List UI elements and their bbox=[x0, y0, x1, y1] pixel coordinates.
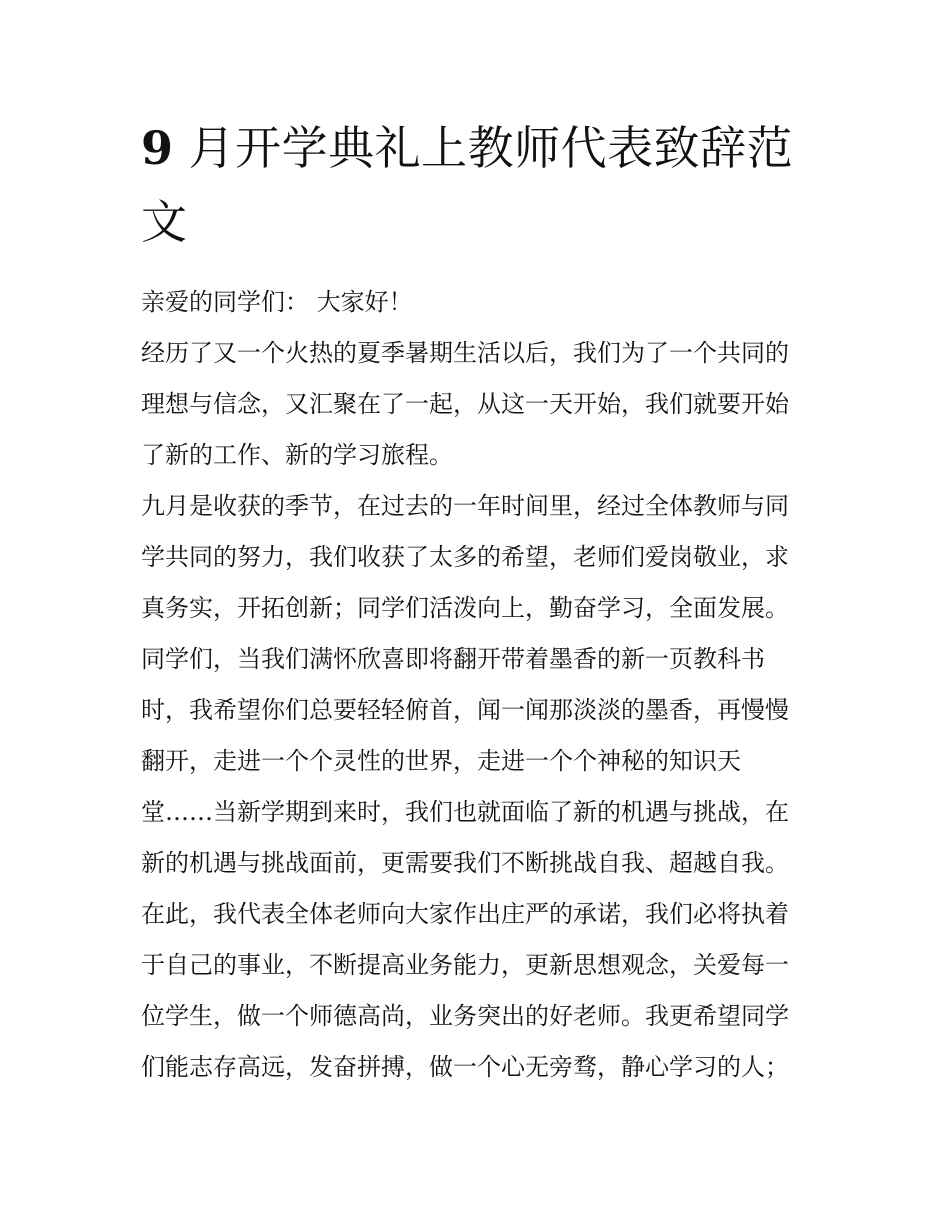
body-line: 九月是收获的季节，在过去的一年时间里，经过全体教师与同 bbox=[141, 492, 789, 520]
body-line: 真务实，开拓创新；同学们活泼向上，勤奋学习，全面发展。 bbox=[141, 594, 789, 622]
body-line: 翻开，走进一个个灵性的世界，走进一个个神秘的知识天 bbox=[141, 747, 741, 775]
body-line: 在此，我代表全体老师向大家作出庄严的承诺，我们必将执着 bbox=[141, 900, 789, 928]
body-line: 理想与信念，又汇聚在了一起，从这一天开始，我们就要开始 bbox=[141, 390, 789, 418]
body-line: 亲爱的同学们： 大家好！ bbox=[141, 288, 413, 316]
body-line: 学共同的努力，我们收获了太多的希望，老师们爱岗敬业，求 bbox=[141, 543, 789, 571]
body-line: 经历了又一个火热的夏季暑期生活以后，我们为了一个共同的 bbox=[141, 339, 789, 367]
title-number: 9 bbox=[141, 121, 174, 175]
document-title bbox=[141, 111, 821, 259]
body-line: 新的机遇与挑战面前，更需要我们不断挑战自我、超越自我。 bbox=[141, 849, 789, 877]
document-body bbox=[141, 280, 831, 1096]
body-line: 堂……当新学期到来时，我们也就面临了新的机遇与挑战，在 bbox=[141, 798, 789, 826]
body-line: 位学生，做一个师德高尚，业务突出的好老师。我更希望同学 bbox=[141, 1002, 789, 1030]
body-line: 了新的工作、新的学习旅程。 bbox=[141, 441, 453, 469]
body-line: 同学们，当我们满怀欣喜即将翻开带着墨香的新一页教科书 bbox=[141, 645, 765, 673]
body-line: 们能志存高远，发奋拼搏，做一个心无旁骛，静心学习的人； bbox=[141, 1053, 789, 1081]
title-text: 月开学典礼上教师代表致辞范文 bbox=[141, 121, 794, 249]
body-line: 时，我希望你们总要轻轻俯首，闻一闻那淡淡的墨香，再慢慢 bbox=[141, 696, 789, 724]
body-line: 于自己的事业，不断提高业务能力，更新思想观念，关爱每一 bbox=[141, 951, 789, 979]
